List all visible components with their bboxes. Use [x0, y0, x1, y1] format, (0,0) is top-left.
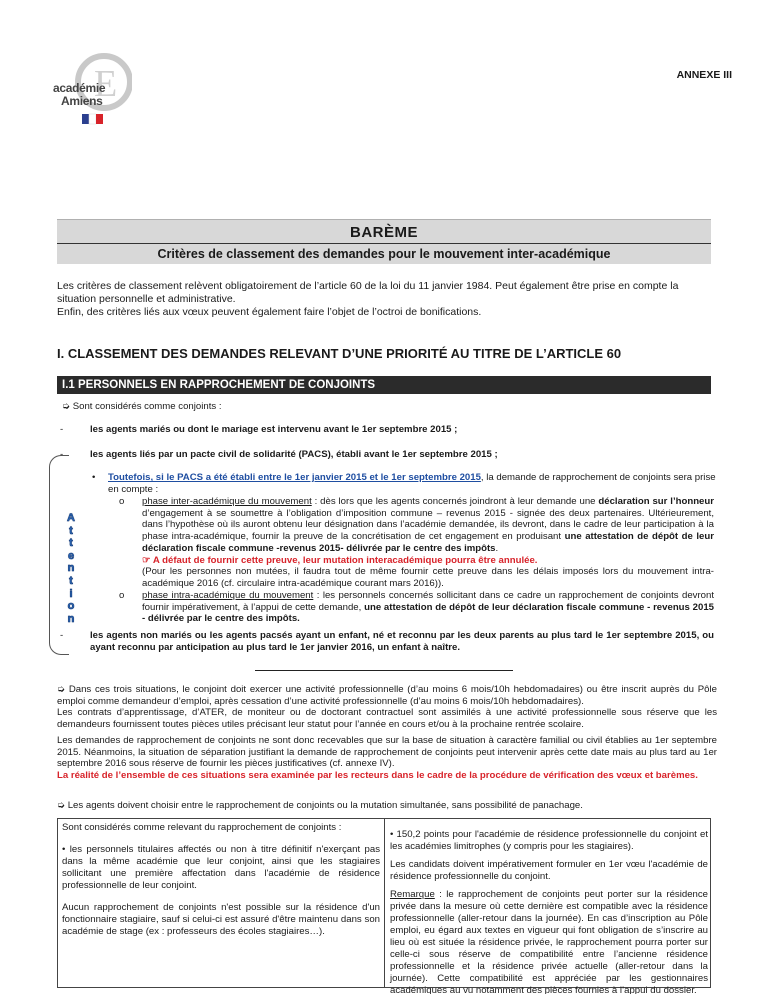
section-heading: I. CLASSEMENT DES DEMANDES RELEVANT D’UNE PRIORITÉ AU TITRE DE L’ARTICLE 60 [57, 346, 622, 361]
separator-line [255, 670, 513, 671]
bullet-marker: • [92, 472, 96, 483]
arrow-icon: ➭ [57, 684, 69, 695]
page-subtitle: Critères de classement des demandes pour le mouvement inter-académique [157, 247, 611, 261]
bullet-pacs [108, 472, 716, 495]
arrow-icon: ➭ [62, 401, 73, 412]
choice-line [57, 800, 717, 812]
sub-bullet-inter: phase inter-académique du mouvement : dès lors que les agents concernés joindront à leur demande une déclaration sur l’honneur d’engagement à se soumettre à l’obligation d’imposition commune – revenus 2015 - signée des deux partenaires. Ultérieurement, dans l’hypothèse où ils auront obtenu leur désignation dans l’académie demandée, ils devront, dans le cadre de leur participation à la phase intra-académique, fournir la preuve de la concrétisation de cet engagement en produisant une attestation de dépôt de leur déclaration fiscale commune -revenus 2015- délivrée par le centre des impôts. ☞ A défaut de fournir cette preuve, leur mutation interacadémique pourra être annulée. (Pour les personnes non mutées, il faudra tout de même fournir cette preuve dans les délais imposés lors du mouvement intra-académique 2016 (cf. circulaire intra-académique courant mars 2016)). [142, 496, 714, 589]
considered-text: Sont considérés comme conjoints : [72, 401, 222, 412]
inter-text-b: d’engagement à se soumettre à l’obligation d’imposition commune – revenus 2015 - signée des deux partenaires. Ultérieurement, dans l’hypothèse où ils auront obtenu leur désignation dans l’académie demandée, ils devront, dans le cadre de leur participation à la phase intra-académique, fournir la preuve de la concrétisation de cet engagement en produisant [142, 507, 714, 543]
title-block [57, 219, 711, 264]
attention-letter: n [67, 562, 75, 575]
right-paragraph-1: • 150,2 points pour l'académie de résidence professionnelle du conjoint et les académies limitrophes (y compris pour les stagiaires). [390, 829, 708, 852]
sub-bullet-marker: o [119, 590, 125, 601]
academie-logo [46, 40, 132, 132]
paragraph-activity [57, 684, 717, 731]
para1b-text: Les contrats d’apprentissage, d’ATER, de moniteur ou de doctorant contractuel sont assimilés à une activité professionnelle sous réserve que les demandeurs fournissent toutes pièces utiles précisant leur statut pour l’année en cours et/ou à la prochaine rentrée scolaire. [57, 707, 717, 731]
red-paragraph: La réalité de l’ensemble de ces situations sera examinée par les recteurs dans le cadre de la procédure de vérification des vœux et barèmes. [57, 770, 698, 781]
dash-item-1: les agents mariés ou dont le mariage est intervenu avant le 1er septembre 2015 ; [90, 424, 458, 435]
page-title: BARÈME [349, 224, 418, 241]
para1-text: Dans ces trois situations, le conjoint doit exercer une activité professionnelle (d’au moins 6 mois/10h hebdomadaires) ou être inscrit auprès du Pôle emploi comme demandeur d’emploi, après cessation d’une activité professionnelle (d’au moins 6 mois/10h hebdomadaires). [57, 684, 717, 707]
intro-line-2: Enfin, des critères liés aux vœux peuvent également faire l’objet de l’octroi de bonifications. [57, 306, 482, 319]
table-left-column [62, 822, 380, 938]
svg-text:E: E [94, 63, 118, 105]
criteria-table [57, 818, 711, 994]
left-paragraph-2: Aucun rapprochement de conjoints n'est possible sur la résidence d'un fonctionnaire stagiaire, sauf si celui-ci est assuré d'être maintenu dans son académie de stage (ex : professeurs des écoles stagiaires…). [62, 901, 380, 937]
attention-letter: i [69, 587, 73, 600]
considered-line [62, 401, 222, 413]
right-paragraph-3 [390, 889, 708, 994]
attention-letter: e [67, 549, 75, 562]
inter-phase-label: phase inter-académique du mouvement [142, 496, 312, 507]
dash-item-2: les agents liés par un pacte civil de solidarité (PACS), établi avant le 1er septembre 2015 ; [90, 449, 498, 460]
arrow-icon: ➭ [57, 800, 68, 811]
right-paragraph-2: Les candidats doivent impérativement formuler en 1er vœu l'académie de résidence professionnelle du conjoint. [390, 858, 708, 882]
inter-bold-b: une attestation de dépôt de leur déclaration fiscale commune -revenus 2015- délivrée par le centre des impôts [142, 531, 714, 554]
attention-letter: t [69, 574, 73, 587]
annexe-label: ANNEXE III [676, 69, 732, 81]
logo-text-city: Amiens [61, 94, 103, 108]
intra-phase-label: phase intra-académique du mouvement [142, 590, 314, 601]
left-heading: Sont considérés comme relevant du rapprochement de conjoints : [62, 822, 342, 833]
dash-marker: - [60, 424, 64, 435]
title-divider [57, 243, 711, 244]
attention-letter: o [67, 600, 75, 613]
paragraph-recevables: Les demandes de rapprochement de conjoints ne sont donc recevables que sur la base de situation à caractère familial ou civil établies au 1er septembre 2015. Néanmoins, la situation de séparation justifiant la demande de rapprochement de conjoints peut intervenir après cette date mais au plus tard au 1er septembre 2016 sous réserve de fournir les pièces justificatives (cf. annexe IV). [57, 735, 717, 770]
sub-bullet-marker: o [119, 496, 125, 507]
dash-marker: - [60, 630, 64, 641]
intro-text [57, 280, 717, 319]
bullet-pacs-rest: , la demande de rapprochement de conjoints sera prise en compte : [108, 472, 716, 495]
intro-line-1: Les critères de classement relèvent obligatoirement de l’article 60 de la loi du 11 janvier 1984. Peut également être prise en compte la situation personnelle et administrative. [57, 280, 679, 306]
inter-bold-a: déclaration sur l’honneur [598, 496, 714, 507]
attention-vertical-label [64, 512, 78, 625]
table-divider [384, 819, 385, 987]
inter-warning: ☞ A défaut de fournir cette preuve, leur mutation interacadémique pourra être annulée. [142, 554, 538, 566]
attention-letter: t [69, 524, 73, 537]
attention-letter: A [67, 512, 75, 524]
intra-bold: une attestation de dépôt de leur déclaration fiscale commune - revenus 2015 - délivrée par le centre des impôts. [142, 601, 714, 625]
left-paragraph-1: • les personnels titulaires affectés ou non à titre définitif n'exerçant pas dans la même académie que leur conjoint, ainsi que les stagiaires sollicitant une première affectation dans l'académie de résidence professionnelle de leur conjoint. [62, 843, 380, 891]
table-right-column [390, 829, 708, 994]
intra-text: : les personnels concernés sollicitant dans ce cadre un rapprochement de conjoints devront fournir impérativement, à l’appui de cette demande, [142, 590, 715, 613]
dash-item-3: les agents non mariés ou les agents pacsés ayant un enfant, né et reconnu par les deux parents au plus tard le 1er septembre 2015, ou ayant reconnu par anticipation au plus tard le 1er janvier 2016, un enfant à naître. [90, 630, 714, 653]
attention-letter: n [67, 612, 75, 625]
inter-text-a: : dès lors que les agents concernés joindront à leur demande une [311, 496, 599, 507]
sub-bullet-intra [142, 590, 714, 625]
logo-text-academie: académie [53, 81, 106, 95]
remarque-text: : le rapprochement de conjoints peut porter sur la résidence privée dans la mesure où cette dernière est compatible avec la résidence professionnelle (aller-retour dans la journée). En cas d’inscription au Pôle emploi, eu égard aux textes en vigueur qui font obligation de s’inscrire au lieu où est située la résidence privée, le rapprochement pourra porter sur celle-ci sous réserve de compatibilité entre l’ancienne résidence professionnelle et la résidence privée actuelle (aller-retour dans la journée). Cette compatibilité est appréciée par les gestionnaires académiques au vu notamment des pièces fournies à l’appui du dossier. [390, 888, 708, 994]
choice-text: Les agents doivent choisir entre le rapprochement de conjoints ou la mutation simultanée, sans possibilité de panachage. [67, 800, 583, 811]
attention-letter: t [69, 537, 73, 550]
section-band: I.1 PERSONNELS EN RAPPROCHEMENT DE CONJOINTS [57, 376, 711, 394]
dash-marker: - [60, 449, 64, 460]
inter-note: (Pour les personnes non mutées, il faudra tout de même fournir cette preuve dans les délais imposés lors du mouvement intra-académique 2016 (cf. circulaire intra-académique courant mars 2016)). [142, 566, 714, 589]
remarque-label: Remarque [390, 888, 435, 900]
pacs-link[interactable]: Toutefois, si le PACS a été établi entre le 1er janvier 2015 et le 1er septembre 2015 [108, 472, 481, 483]
